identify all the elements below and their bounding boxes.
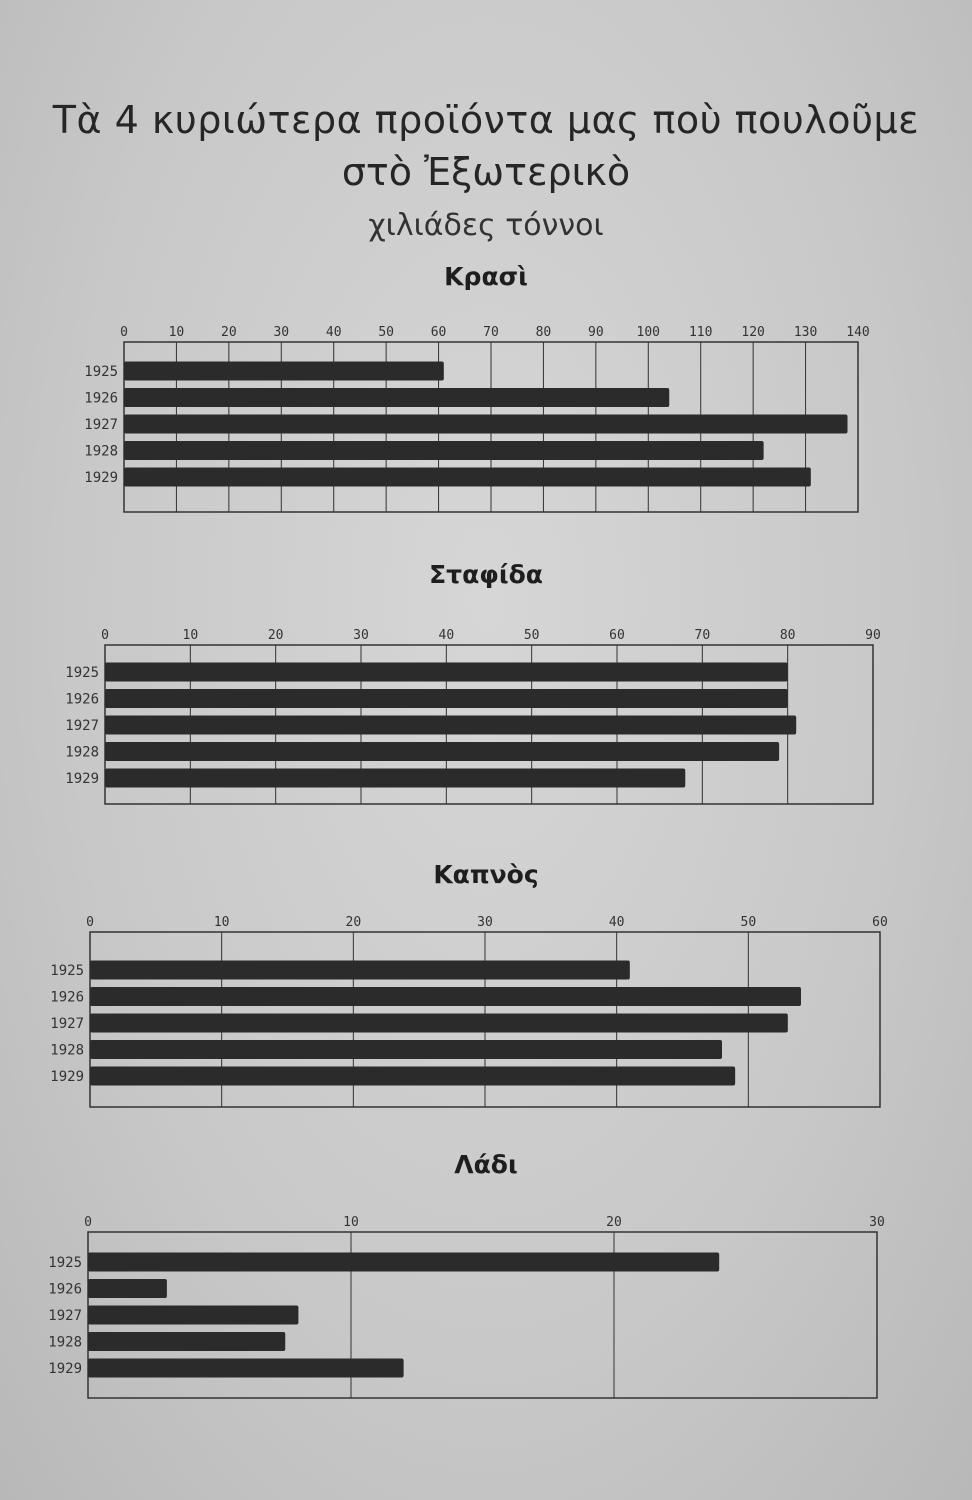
raisins-tick-label: 20 (267, 628, 284, 643)
raisins-bar-1928 (105, 742, 779, 761)
tobacco-bar-1929 (90, 1067, 735, 1086)
wine-bar-1928 (124, 441, 764, 460)
raisins-tick-label: 50 (523, 628, 540, 643)
oil-category-label: 1925 (48, 1255, 82, 1271)
wine-tick-label: 80 (535, 325, 552, 340)
raisins-tick-label: 40 (438, 628, 455, 643)
wine-category-label: 1925 (84, 364, 118, 380)
raisins-tick-label: 0 (101, 628, 109, 643)
tobacco-category-label: 1927 (50, 1016, 84, 1032)
chart-title-raisins: Σταφίδα (429, 560, 543, 589)
tobacco-tick-label: 10 (213, 915, 230, 930)
wine-tick-label: 0 (120, 325, 128, 340)
tobacco-tick-label: 60 (872, 915, 888, 930)
unit-label: χιλιάδες τόννοι (368, 208, 604, 243)
wine-tick-label: 60 (430, 325, 447, 340)
wine-category-label: 1928 (84, 443, 118, 460)
chart-title-wine: Κρασὶ (444, 262, 528, 291)
wine-tick-label: 10 (168, 325, 185, 340)
oil-bar-1926 (88, 1279, 167, 1298)
tobacco-category-label: 1926 (50, 989, 84, 1006)
tobacco-tick-label: 30 (477, 915, 493, 930)
raisins-category-label: 1925 (65, 665, 99, 681)
oil-tick-label: 20 (606, 1215, 622, 1230)
wine-bar-1925 (124, 362, 444, 381)
oil-category-label: 1929 (48, 1361, 82, 1377)
raisins-category-label: 1927 (65, 718, 99, 734)
wine-tick-label: 130 (793, 325, 818, 340)
oil-tick-label: 30 (869, 1215, 885, 1230)
oil-category-label: 1926 (48, 1281, 82, 1298)
raisins-tick-label: 30 (353, 628, 369, 643)
tobacco-category-label: 1925 (50, 963, 84, 979)
page-title-line2: στὸ Ἐξωτερικὸ (341, 150, 631, 194)
raisins-tick-label: 10 (182, 628, 199, 643)
chart-title-oil: Λάδι (454, 1150, 518, 1179)
tobacco-bar-1925 (90, 961, 630, 980)
raisins-category-label: 1929 (65, 771, 99, 787)
oil-tick-label: 10 (343, 1215, 359, 1230)
raisins-bar-1929 (105, 769, 685, 788)
wine-tick-label: 140 (846, 325, 870, 340)
raisins-tick-label: 70 (694, 628, 711, 643)
oil-bar-1925 (88, 1253, 719, 1272)
wine-tick-label: 110 (688, 325, 713, 340)
wine-tick-label: 20 (221, 325, 237, 340)
chart-title-tobacco: Καπνὸς (433, 860, 539, 889)
tobacco-bar-1928 (90, 1040, 722, 1059)
tobacco-tick-label: 0 (86, 915, 94, 930)
oil-category-label: 1927 (48, 1308, 82, 1324)
wine-tick-label: 30 (273, 325, 290, 340)
wine-bar-1926 (124, 388, 669, 407)
wine-category-label: 1927 (84, 417, 118, 433)
wine-category-label: 1929 (84, 470, 118, 486)
wine-tick-label: 70 (483, 325, 499, 340)
raisins-category-label: 1928 (65, 744, 99, 761)
tobacco-category-label: 1929 (50, 1069, 84, 1085)
raisins-bar-1926 (105, 689, 788, 708)
raisins-category-label: 1926 (65, 691, 99, 708)
oil-bar-1929 (88, 1359, 404, 1378)
tobacco-bar-1927 (90, 1014, 788, 1033)
tobacco-tick-label: 50 (740, 915, 757, 930)
wine-bar-1929 (124, 468, 811, 487)
wine-tick-label: 40 (325, 325, 342, 340)
tobacco-tick-label: 40 (608, 915, 625, 930)
raisins-tick-label: 90 (865, 628, 881, 643)
tobacco-bar-1926 (90, 987, 801, 1006)
wine-tick-label: 50 (378, 325, 394, 340)
page-title-line1: Τὰ 4 κυριώτερα προϊόντα μας ποὺ πουλοῦμε (52, 98, 920, 142)
wine-tick-label: 100 (636, 325, 661, 340)
oil-bar-1927 (88, 1306, 298, 1325)
wine-tick-label: 120 (741, 325, 765, 340)
raisins-tick-label: 60 (609, 628, 625, 643)
raisins-tick-label: 80 (779, 628, 796, 643)
tobacco-category-label: 1928 (50, 1042, 84, 1059)
oil-category-label: 1928 (48, 1334, 82, 1351)
raisins-bar-1927 (105, 716, 796, 735)
wine-tick-label: 90 (588, 325, 604, 340)
wine-bar-1927 (124, 415, 848, 434)
tobacco-tick-label: 20 (345, 915, 362, 930)
oil-bar-1928 (88, 1332, 285, 1351)
oil-tick-label: 0 (84, 1215, 92, 1230)
raisins-bar-1925 (105, 663, 788, 682)
wine-category-label: 1926 (84, 390, 118, 407)
